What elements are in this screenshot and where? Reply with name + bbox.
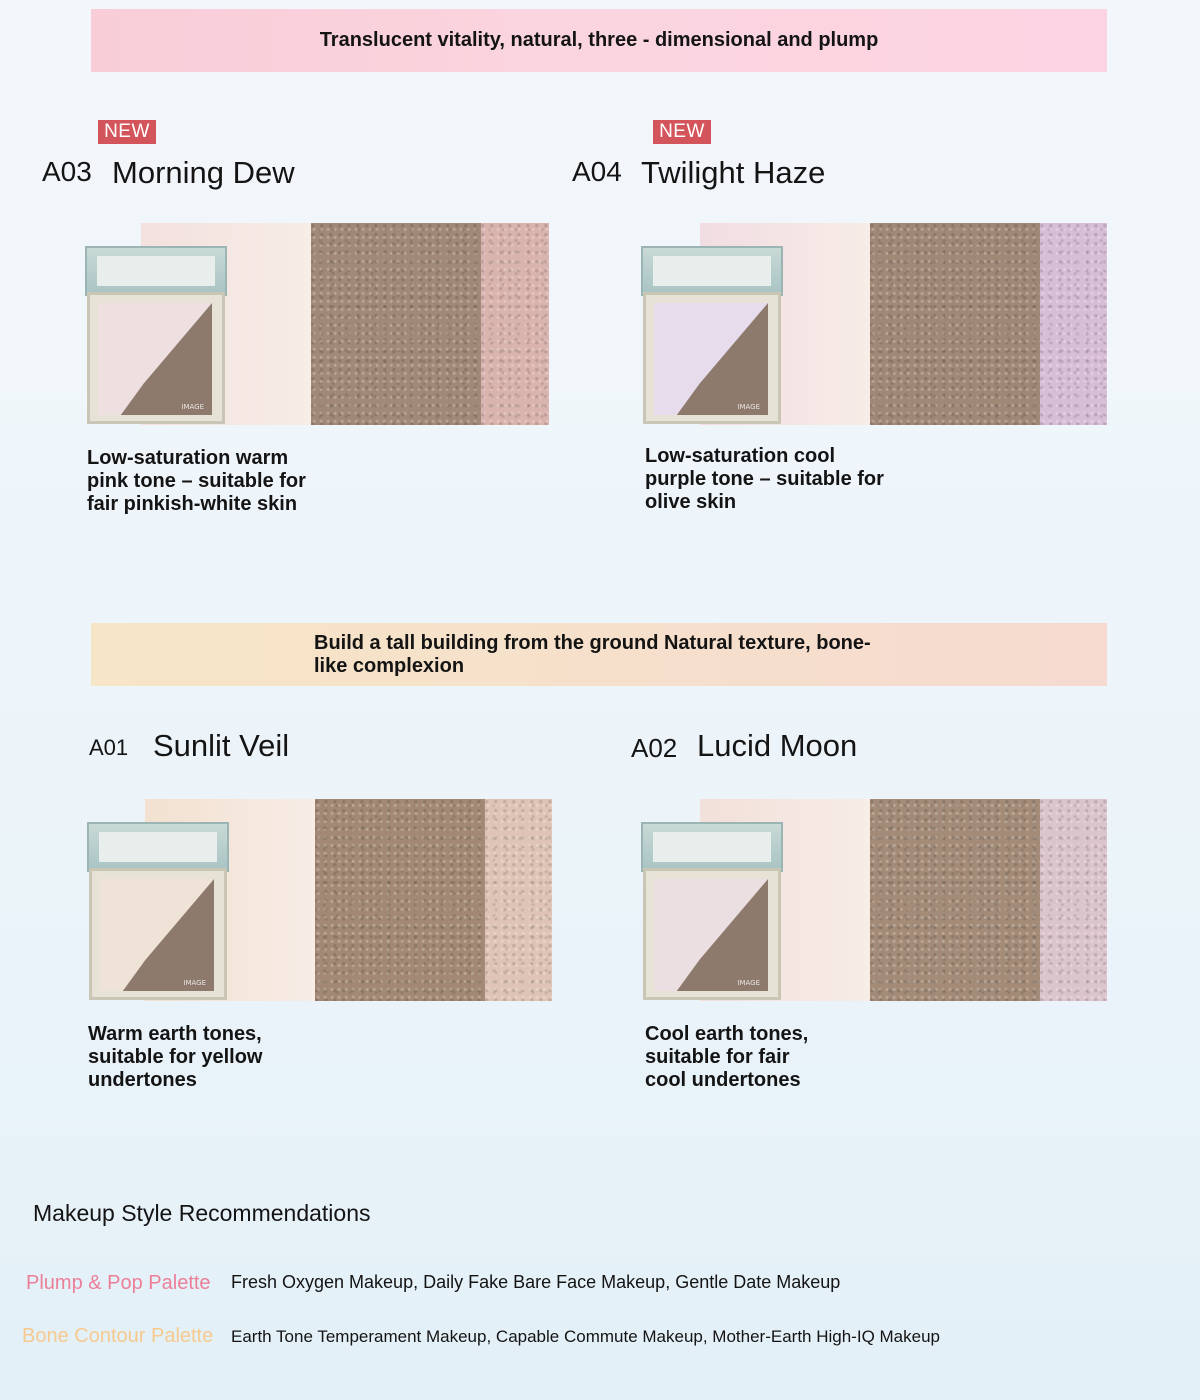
product-name: Sunlit Veil: [153, 728, 290, 763]
reco-text-bone-contour: Earth Tone Temperament Makeup, Capable Commute Makeup, Mother-Earth High-IQ Makeup: [231, 1327, 940, 1346]
product-code: A01: [89, 735, 129, 760]
product-description: Cool earth tones, suitable for fair cool undertones: [645, 1023, 809, 1091]
brand-mark: IMAGE: [737, 979, 760, 987]
product-description: Warm earth tones, suitable for yellow undertones: [88, 1023, 263, 1091]
product-name: Morning Dew: [112, 155, 295, 190]
reco-label-bone-contour: Bone Contour Palette: [22, 1325, 214, 1347]
reco-label-plump-pop: Plump & Pop Palette: [26, 1272, 211, 1294]
brand-mark: IMAGE: [181, 403, 204, 411]
top-banner: [91, 9, 1107, 72]
product-name: Lucid Moon: [697, 728, 858, 763]
brand-mark: IMAGE: [183, 979, 206, 987]
new-badge: NEW: [98, 120, 156, 144]
compact-image: [83, 246, 229, 424]
top-banner-text: Translucent vitality, natural, three - dimensional and plump: [319, 29, 879, 51]
product-code: A03: [42, 156, 92, 187]
product-code: A02: [631, 733, 678, 763]
middle-banner: [91, 623, 1107, 686]
recommendations-title: Makeup Style Recommendations: [33, 1200, 371, 1226]
compact-image: [85, 822, 231, 1000]
brand-mark: IMAGE: [737, 403, 760, 411]
product-code: A04: [572, 156, 622, 187]
product-description: Low-saturation cool purple tone – suitable for olive skin: [645, 445, 884, 513]
compact-image: [639, 246, 785, 424]
middle-banner-text: Build a tall building from the ground Natural texture, bone-like complexion: [314, 631, 871, 677]
new-badge: NEW: [653, 120, 711, 144]
compact-image: [639, 822, 785, 1000]
product-name: Twilight Haze: [641, 155, 826, 190]
reco-text-plump-pop: Fresh Oxygen Makeup, Daily Fake Bare Face Makeup, Gentle Date Makeup: [231, 1272, 841, 1292]
product-description: Low-saturation warm pink tone – suitable for fair pinkish-white skin: [87, 447, 306, 515]
